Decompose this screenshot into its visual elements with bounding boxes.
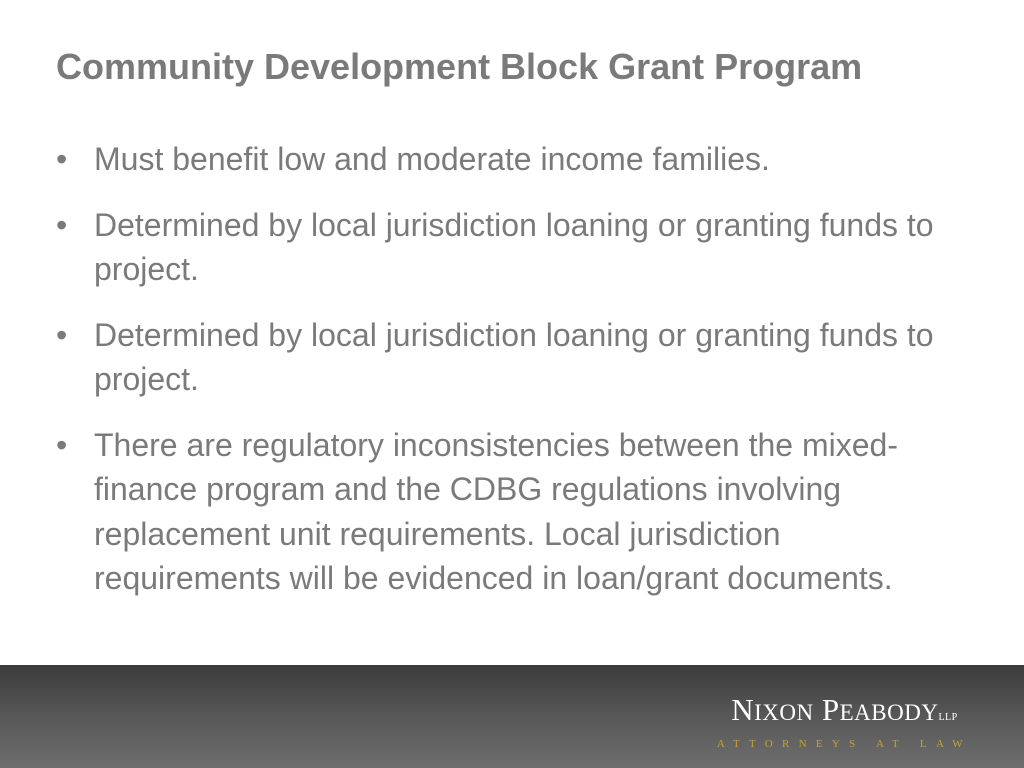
bullet-list [56,137,956,601]
bullet-item-2 [56,203,956,292]
bullet-icon: • [56,206,68,243]
logo-name-rest-1: IXON [754,700,814,725]
firm-logo [717,694,972,750]
bullet-text-4: There are regulatory inconsistencies between the mixed-finance program and the CDBG regulations involving replacement unit requirements. Local jurisdiction requirements will be evidenced in loan/grant documents. [94,426,898,596]
bullet-text-3: Determined by local jurisdiction loaning or granting funds to project. [94,316,934,397]
bullet-item-4 [56,423,956,601]
logo-tagline: ATTORNEYS AT LAW [716,738,972,750]
slide-title: Community Development Block Grant Program [56,46,863,87]
bullet-icon: • [56,316,68,353]
logo-name-initial-1: N [731,692,755,727]
logo-name-rest-2: EABODY [839,700,939,725]
bullet-item-3 [56,313,956,402]
logo-suffix: LLP [938,712,958,723]
bullet-item-1 [56,137,956,182]
footer-band [0,665,1024,768]
logo-name-initial-2: P [821,692,840,727]
bullet-icon: • [56,141,68,177]
bullet-icon: • [56,426,68,463]
bullet-text-1: Must benefit low and moderate income families. [94,141,770,177]
logo-name [717,694,972,734]
bullet-text-2: Determined by local jurisdiction loaning or granting funds to project. [94,206,934,287]
